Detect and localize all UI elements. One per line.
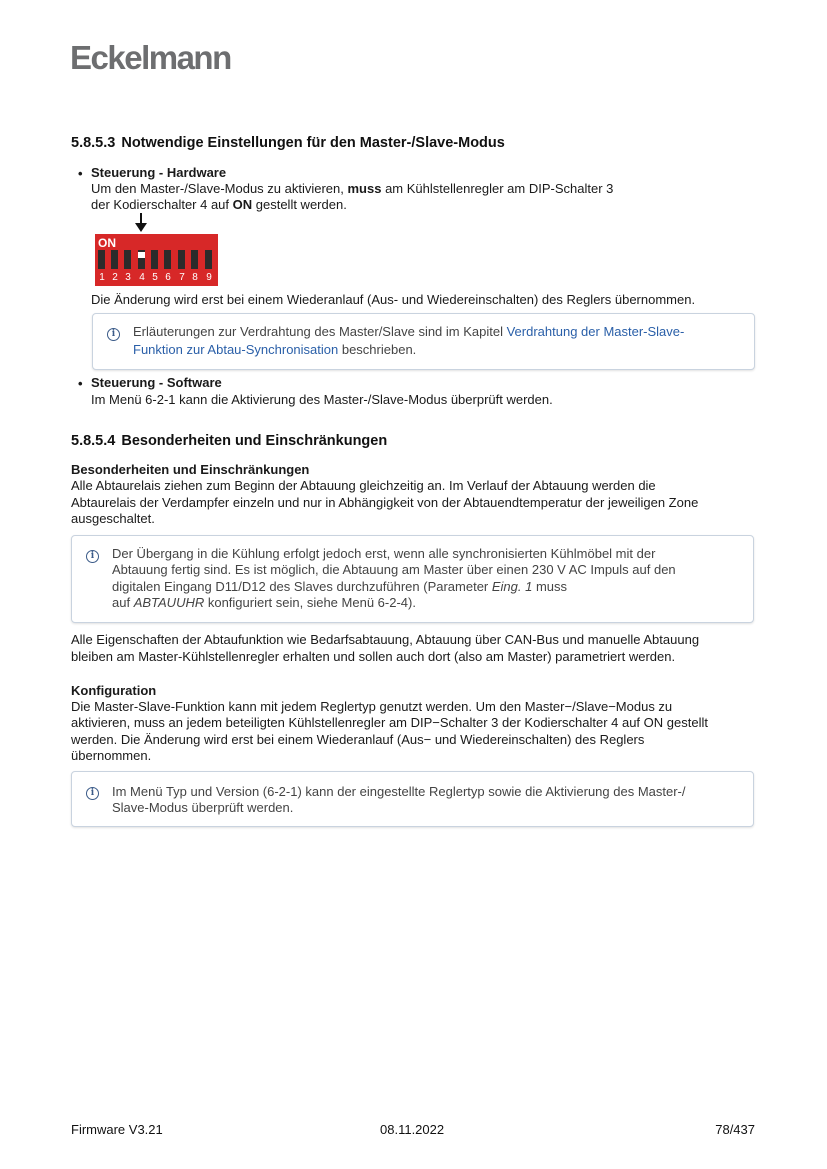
subheading-besonderheiten: Besonderheiten und Einschränkungen <box>71 462 310 477</box>
subheading-konfiguration: Konfiguration <box>71 683 157 698</box>
bullet-software-title: Steuerung - Software <box>91 375 222 390</box>
dip-number: 7 <box>179 272 185 283</box>
bullet-hardware-title: Steuerung - Hardware <box>91 165 227 180</box>
footer-firmware: Firmware V3.21 <box>71 1122 163 1137</box>
dip-switch-8 <box>191 250 198 269</box>
eckelmann-logo: Eckelmann <box>70 39 231 76</box>
info-box-menu <box>71 771 754 827</box>
info-text-line1: Erläuterungen zur Verdrahtung des Master/Slave sind im Kapitel Verdrahtung der Master-Slave- <box>133 324 685 339</box>
paragraph-line: Die Master-Slave-Funktion kann mit jedem Reglertyp genutzt werden. Um den Master−/Slave−Modus zu <box>71 699 673 714</box>
info-text-line1: Der Übergang in die Kühlung erfolgt jedoch erst, wenn alle synchronisierten Kühlmöbel mit der <box>112 546 656 561</box>
bullet-hardware-text-line2: der Kodierschalter 4 auf ON gestellt werden. <box>91 197 347 212</box>
info-icon: i <box>86 787 99 800</box>
wiring-chapter-link[interactable]: Verdrahtung der Master-Slave- <box>506 324 685 339</box>
bullet-marker: • <box>78 166 83 181</box>
dip-number: 6 <box>165 272 171 283</box>
info-icon: i <box>107 328 120 341</box>
dip-switch-7 <box>178 250 185 269</box>
dip-number: 8 <box>192 272 198 283</box>
dip-number: 1 <box>99 272 105 283</box>
info-text-line2: Slave-Modus überprüft werden. <box>112 800 294 815</box>
dip-switch-3 <box>124 250 131 269</box>
dip-number: 3 <box>125 272 131 283</box>
info-box-wiring <box>92 313 755 370</box>
dip-switch-knob-on <box>138 252 145 258</box>
dip-number: 9 <box>206 272 212 283</box>
after-dip-text: Die Änderung wird erst bei einem Wiederanlauf (Aus- und Wiedereinschalten) des Reglers übernommen. <box>91 292 696 307</box>
dip-number: 5 <box>152 272 158 283</box>
section-heading-5-8-5-3 <box>71 134 505 152</box>
dip-switch-1 <box>98 250 105 269</box>
footer-date: 08.11.2022 <box>380 1122 445 1137</box>
paragraph-line: bleiben am Master-Kühlstellenregler erhalten und sollen auch dort (also am Master) parametriert werden. <box>71 649 676 664</box>
bullet-hardware-text-line1: Um den Master-/Slave-Modus zu aktivieren, muss am Kühlstellenregler am DIP-Schalter 3 <box>91 181 614 196</box>
paragraph-line: Abtaurelais der Verdampfer einzeln und nur in Abhängigkeit von der Abtauendtemperatur der jeweiligen Zone <box>71 495 699 510</box>
bullet-software-text: Im Menü 6-2-1 kann die Aktivierung des Master-/Slave-Modus überprüft werden. <box>91 392 553 407</box>
paragraph-line: Alle Eigenschaften der Abtaufunktion wie Bedarfsabtauung, Abtauung über CAN-Bus und manuelle Abtauung <box>71 632 700 647</box>
section-heading-5-8-5-4 <box>71 432 387 450</box>
info-text-line3: digitalen Eingang D11/D12 des Slaves durchzuführen (Parameter Eing. 1 muss <box>112 579 568 594</box>
paragraph-line: werden. Die Änderung wird erst bei einem Wiederanlauf (Aus− und Wiedereinschalten) des Reglers <box>71 732 645 747</box>
section-number: 5.8.5.4 <box>71 433 116 449</box>
dip-switch-diagram <box>95 234 218 286</box>
info-box-transition <box>71 535 754 623</box>
paragraph-line: übernommen. <box>71 748 152 763</box>
paragraph-line: aktivieren, muss an jedem beteiligten Kühlstellenregler am DIP−Schalter 3 der Kodierschalter 4 auf ON gestellt <box>71 715 708 730</box>
arrow-head-icon <box>135 223 147 232</box>
dip-switch-4 <box>138 250 145 269</box>
dip-switch-5 <box>151 250 158 269</box>
info-text-line2: Abtauung fertig sind. Es ist möglich, die Abtauung am Master über einen 230 V AC Impuls auf den <box>112 562 676 577</box>
dip-number-row <box>95 272 218 284</box>
paragraph-line: Alle Abtaurelais ziehen zum Beginn der Abtauung gleichzeitig an. Im Verlauf der Abtauung werden die <box>71 478 656 493</box>
section-number: 5.8.5.3 <box>71 135 116 151</box>
dip-number: 2 <box>112 272 118 283</box>
dip-number: 4 <box>139 272 145 283</box>
dip-on-label: ON <box>98 236 116 250</box>
wiring-chapter-link-cont[interactable]: Funktion zur Abtau-Synchronisation <box>133 342 339 357</box>
info-text-line4: auf ABTAUUHR konfiguriert sein, siehe Menü 6-2-4). <box>112 595 416 610</box>
info-text-line2: Funktion zur Abtau-Synchronisation beschrieben. <box>133 342 417 357</box>
info-icon: i <box>86 550 99 563</box>
paragraph-line: ausgeschaltet. <box>71 511 155 526</box>
bullet-marker: • <box>78 376 83 391</box>
dip-switch-6 <box>164 250 171 269</box>
dip-switch-2 <box>111 250 118 269</box>
dip-switch-9 <box>205 250 212 269</box>
section-title: Notwendige Einstellungen für den Master-/Slave-Modus <box>121 135 505 151</box>
section-title: Besonderheiten und Einschränkungen <box>121 433 388 449</box>
footer-page-number: 78/437 <box>715 1122 755 1137</box>
info-text-line1: Im Menü Typ und Version (6-2-1) kann der eingestellte Reglertyp sowie die Aktivierung des Master-/ <box>112 784 686 799</box>
